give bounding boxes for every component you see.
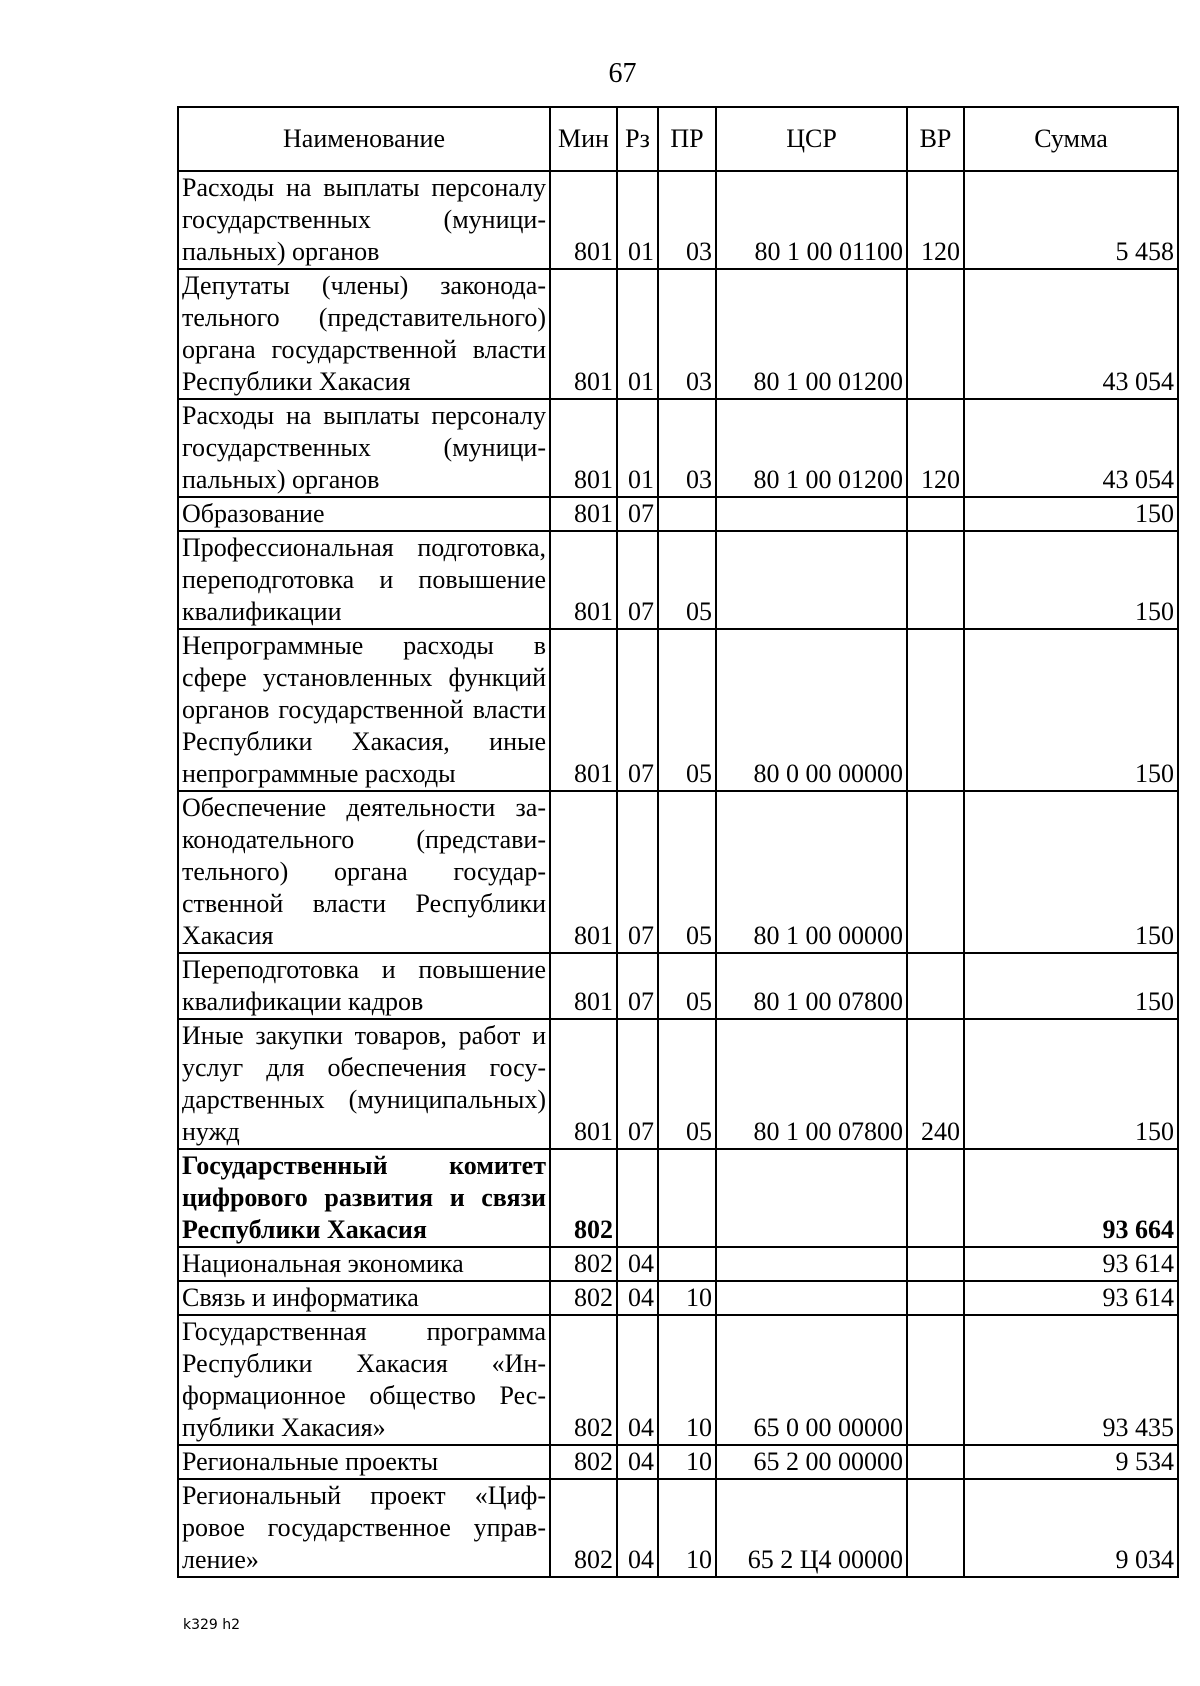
row-sum: 9 534: [964, 1445, 1178, 1479]
row-pr: 05: [658, 531, 716, 629]
row-rz: 01: [617, 399, 658, 497]
row-vr: [907, 497, 964, 531]
row-min: 801: [550, 1019, 617, 1149]
header-pr: ПР: [658, 107, 716, 171]
row-sum: 150: [964, 531, 1178, 629]
row-name: Расходы на выплаты персоналу государственных (муниципальных) органов: [178, 171, 550, 269]
row-min: 801: [550, 953, 617, 1019]
row-csr: 65 2 00 00000: [716, 1445, 907, 1479]
row-min: 801: [550, 791, 617, 953]
row-min: 802: [550, 1445, 617, 1479]
row-name: Иные закупки товаров, работ и услуг для обеспечения государственных (муниципальных) нужд: [178, 1019, 550, 1149]
row-sum: 93 435: [964, 1315, 1178, 1445]
row-pr: 10: [658, 1315, 716, 1445]
footer-document-code: k329 h2: [183, 1617, 241, 1633]
header-min: Мин: [550, 107, 617, 171]
row-rz: 04: [617, 1281, 658, 1315]
table-row: [178, 1247, 1178, 1281]
row-pr: 10: [658, 1445, 716, 1479]
row-name: Национальная экономика: [178, 1247, 550, 1281]
row-csr: 80 1 00 00000: [716, 791, 907, 953]
header-vr: ВР: [907, 107, 964, 171]
header-name: Наименование: [178, 107, 550, 171]
row-min: 802: [550, 1315, 617, 1445]
row-min: 802: [550, 1247, 617, 1281]
row-sum: 93 664: [964, 1149, 1178, 1247]
table-row: [178, 1149, 1178, 1247]
table-row: [178, 629, 1178, 791]
row-min: 801: [550, 171, 617, 269]
row-rz: 07: [617, 1019, 658, 1149]
row-rz: 07: [617, 791, 658, 953]
row-vr: [907, 1281, 964, 1315]
row-rz: 01: [617, 269, 658, 399]
table-row: [178, 1479, 1178, 1577]
row-name: Депутаты (члены) законодательного (представительного) органа государственной власти Республики Хакасия: [178, 269, 550, 399]
row-pr: 03: [658, 399, 716, 497]
row-rz: 07: [617, 531, 658, 629]
row-name: Региональный проект «Цифровое государственное управление»: [178, 1479, 550, 1577]
row-min: 801: [550, 399, 617, 497]
row-rz: 04: [617, 1247, 658, 1281]
row-sum: 150: [964, 629, 1178, 791]
row-rz: 04: [617, 1315, 658, 1445]
row-name: Государственная программа Республики Хакасия «Информационное общество Республики Хакасия»: [178, 1315, 550, 1445]
row-rz: 01: [617, 171, 658, 269]
row-sum: 93 614: [964, 1247, 1178, 1281]
row-min: 802: [550, 1479, 617, 1577]
row-csr: 80 1 00 07800: [716, 953, 907, 1019]
row-csr: 80 1 00 01100: [716, 171, 907, 269]
row-csr: [716, 531, 907, 629]
row-pr: 05: [658, 953, 716, 1019]
row-vr: [907, 1247, 964, 1281]
row-vr: [907, 531, 964, 629]
row-sum: 9 034: [964, 1479, 1178, 1577]
row-csr: [716, 497, 907, 531]
row-rz: 07: [617, 629, 658, 791]
row-name: Региональные проекты: [178, 1445, 550, 1479]
table-row: [178, 1315, 1178, 1445]
table-row: [178, 171, 1178, 269]
row-name: Образование: [178, 497, 550, 531]
header-sum: Сумма: [964, 107, 1178, 171]
row-vr: 120: [907, 399, 964, 497]
row-csr: 65 0 00 00000: [716, 1315, 907, 1445]
row-name: Профессиональная подготовка, переподготовка и повышение квалификации: [178, 531, 550, 629]
table-row: [178, 399, 1178, 497]
row-vr: 240: [907, 1019, 964, 1149]
table-row: [178, 1281, 1178, 1315]
row-min: 801: [550, 497, 617, 531]
header-csr: ЦСР: [716, 107, 907, 171]
row-min: 801: [550, 269, 617, 399]
row-name: Обеспечение деятельности законодательного (представительного) органа государственной власти Республики Хакасия: [178, 791, 550, 953]
header-rz: Рз: [617, 107, 658, 171]
row-name: Государственный комитет цифрового развития и связи Республики Хакасия: [178, 1149, 550, 1247]
page-number: 67: [608, 58, 637, 89]
row-sum: 150: [964, 953, 1178, 1019]
row-csr: 80 1 00 01200: [716, 399, 907, 497]
table-header-row: [178, 107, 1178, 171]
row-vr: [907, 1445, 964, 1479]
row-csr: [716, 1149, 907, 1247]
row-csr: 65 2 Ц4 00000: [716, 1479, 907, 1577]
table-row: [178, 953, 1178, 1019]
row-min: 802: [550, 1281, 617, 1315]
row-vr: [907, 1479, 964, 1577]
row-pr: 10: [658, 1479, 716, 1577]
row-name: Переподготовка и повышение квалификации кадров: [178, 953, 550, 1019]
row-csr: 80 1 00 07800: [716, 1019, 907, 1149]
row-rz: 04: [617, 1445, 658, 1479]
row-rz: 04: [617, 1479, 658, 1577]
row-min: 801: [550, 531, 617, 629]
row-rz: [617, 1149, 658, 1247]
row-name: Расходы на выплаты персоналу государственных (муниципальных) органов: [178, 399, 550, 497]
row-pr: 10: [658, 1281, 716, 1315]
row-vr: [907, 629, 964, 791]
row-name: Непрограммные расходы в сфере установленных функций органов государственной власти Республики Хакасия, иные непрограммные расходы: [178, 629, 550, 791]
row-sum: 43 054: [964, 399, 1178, 497]
row-csr: 80 0 00 00000: [716, 629, 907, 791]
row-sum: 150: [964, 1019, 1178, 1149]
table-row: [178, 791, 1178, 953]
budget-table: [177, 106, 1179, 1578]
table-row: [178, 1019, 1178, 1149]
row-pr: [658, 497, 716, 531]
row-pr: 05: [658, 791, 716, 953]
row-csr: 80 1 00 01200: [716, 269, 907, 399]
row-vr: [907, 953, 964, 1019]
row-vr: [907, 269, 964, 399]
row-rz: 07: [617, 953, 658, 1019]
table-row: [178, 531, 1178, 629]
row-sum: 5 458: [964, 171, 1178, 269]
row-sum: 43 054: [964, 269, 1178, 399]
table-row: [178, 497, 1178, 531]
row-sum: 150: [964, 497, 1178, 531]
row-name: Связь и информатика: [178, 1281, 550, 1315]
row-min: 802: [550, 1149, 617, 1247]
row-sum: 93 614: [964, 1281, 1178, 1315]
table-row: [178, 269, 1178, 399]
table-row: [178, 1445, 1178, 1479]
row-vr: 120: [907, 171, 964, 269]
row-csr: [716, 1247, 907, 1281]
row-vr: [907, 1315, 964, 1445]
row-pr: 05: [658, 1019, 716, 1149]
row-pr: [658, 1149, 716, 1247]
row-csr: [716, 1281, 907, 1315]
row-pr: [658, 1247, 716, 1281]
row-sum: 150: [964, 791, 1178, 953]
row-min: 801: [550, 629, 617, 791]
row-pr: 05: [658, 629, 716, 791]
row-pr: 03: [658, 269, 716, 399]
row-rz: 07: [617, 497, 658, 531]
row-vr: [907, 1149, 964, 1247]
row-vr: [907, 791, 964, 953]
row-pr: 03: [658, 171, 716, 269]
